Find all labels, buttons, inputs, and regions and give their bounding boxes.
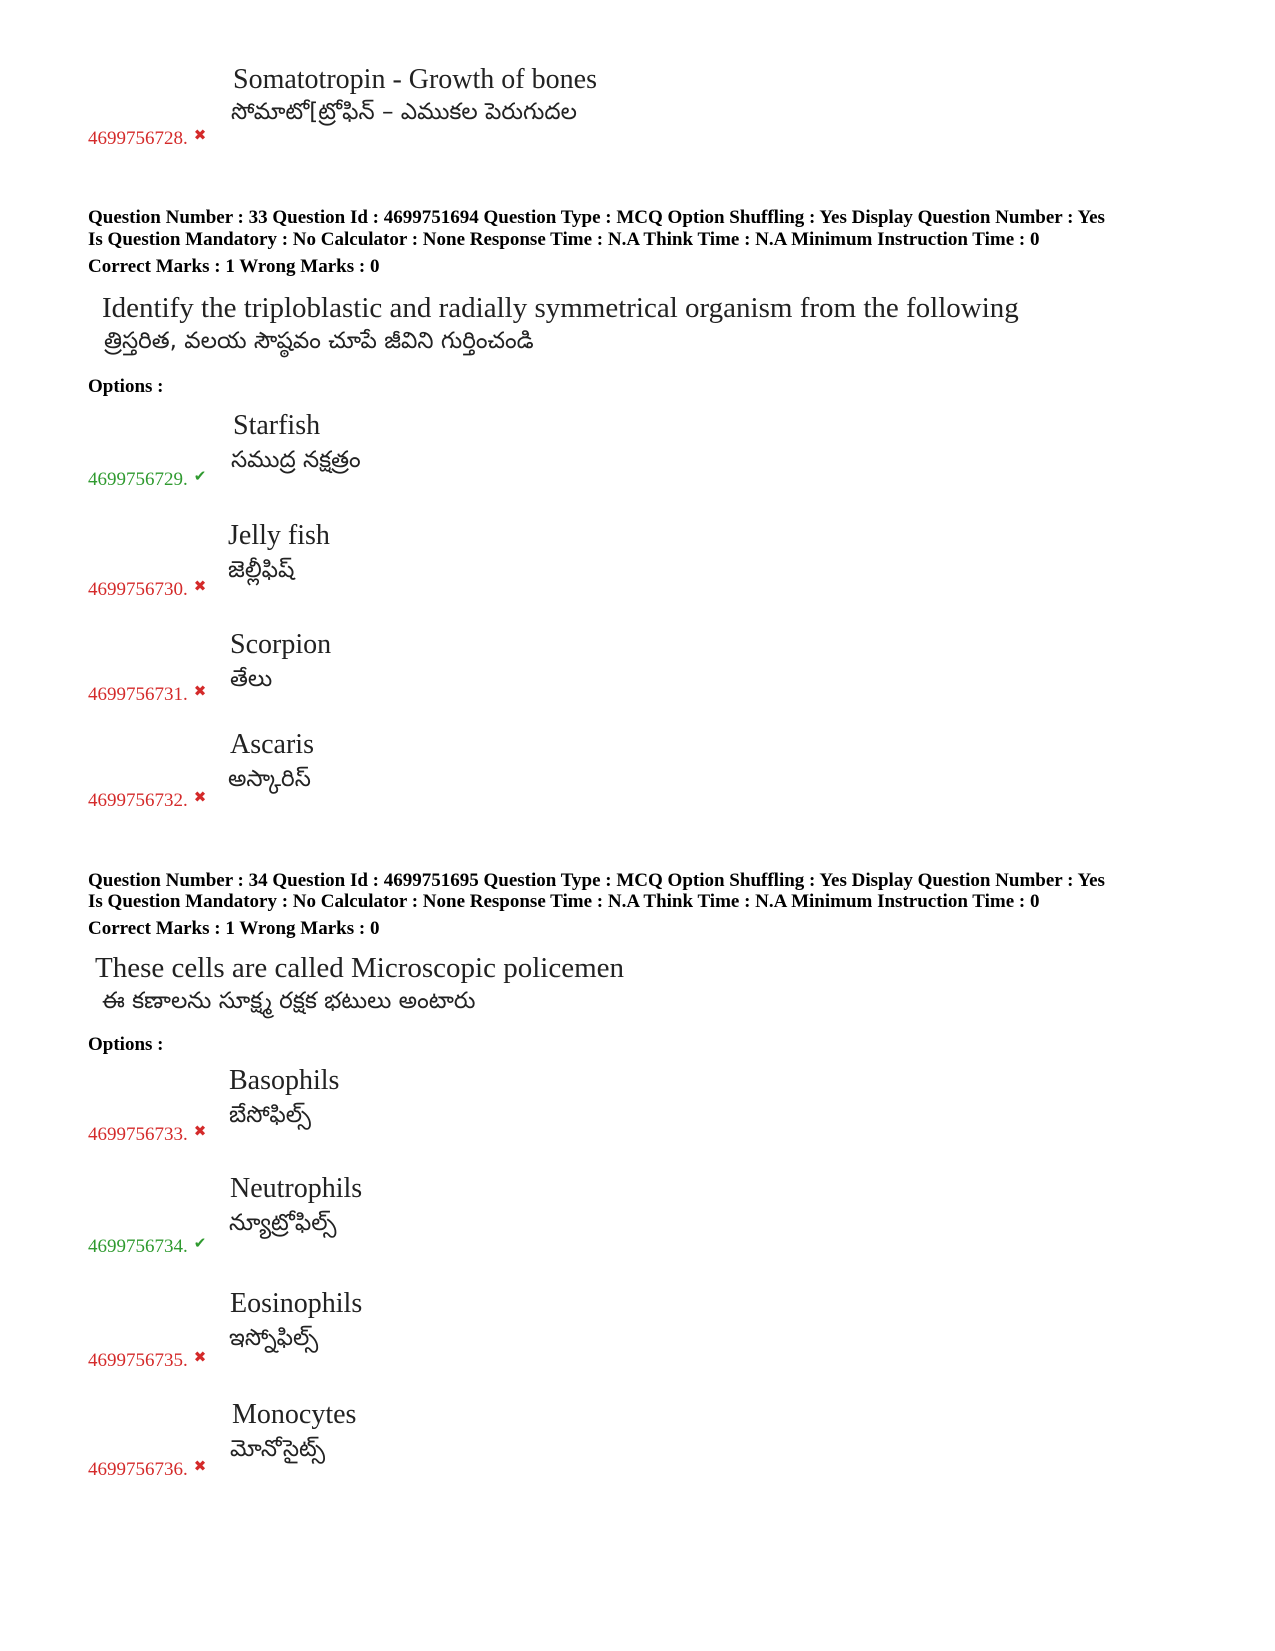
question-meta-line-2: Is Question Mandatory : No Calculator : None Response Time : N.A Think Time : N.A Minimum Instruction Time : 0 (88, 229, 1040, 250)
question-text-en: Identify the triploblastic and radially symmetrical organism from the following (102, 292, 1019, 324)
question-meta-line-1: Question Number : 34 Question Id : 4699751695 Question Type : MCQ Option Shuffling : Yes Display Question Number : Yes (88, 870, 1105, 891)
option-id: 4699756732. (88, 790, 188, 811)
question-text-te: త్రిస్తరిత, వలయ సౌష్ఠవం చూపే జీవిని గుర్తించండి (104, 328, 534, 354)
option-text-en: Basophils (229, 1065, 340, 1096)
option-text-en: Monocytes (232, 1399, 357, 1430)
option-text-en: Jelly fish (228, 520, 330, 551)
option-text-en: Neutrophils (230, 1173, 363, 1204)
question-meta-line-2: Is Question Mandatory : No Calculator : None Response Time : N.A Think Time : N.A Minimum Instruction Time : 0 (88, 891, 1040, 912)
option-id: 4699756730. (88, 579, 188, 600)
option-text-en: Scorpion (230, 629, 332, 660)
option-text-te: బేసోఫిల్స్ (229, 1102, 311, 1128)
option-text-te: జెల్లీఫిష్ (228, 557, 295, 583)
option-id: 4699756733. (88, 1124, 188, 1145)
cross-icon: ✖ (193, 684, 207, 700)
option-text-te: ఇస్నోఫిల్స్ (229, 1325, 319, 1351)
option-text-te: అస్కారిస్ (228, 766, 311, 792)
option-id-correct (88, 466, 206, 491)
option-id-wrong (88, 1456, 206, 1481)
option-id: 4699756735. (88, 1350, 188, 1371)
options-label: Options : (88, 376, 164, 397)
option-text-te: సోమాటో[ట్రోఫిన్ – ఎముకల పెరుగుదల (231, 99, 577, 125)
question-text-en: These cells are called Microscopic policemen (95, 952, 625, 984)
question-marks: Correct Marks : 1 Wrong Marks : 0 (88, 256, 380, 277)
option-id: 4699756731. (88, 684, 188, 705)
option-text-en: Eosinophils (230, 1288, 363, 1319)
option-text-en: Ascaris (230, 729, 314, 760)
option-id-wrong (88, 576, 206, 601)
question-text-te: ఈ కణాలను సూక్ష్మ రక్షక భటులు అంటారు (102, 988, 476, 1014)
option-id: 4699756736. (88, 1459, 188, 1480)
cross-icon: ✖ (193, 790, 207, 806)
option-id-wrong (88, 1121, 206, 1146)
question-meta-line-1: Question Number : 33 Question Id : 4699751694 Question Type : MCQ Option Shuffling : Yes Display Question Number : Yes (88, 207, 1105, 228)
option-text-te: న్యూట్రోఫిల్స్ (229, 1210, 337, 1236)
option-text-te: తేలు (230, 666, 273, 692)
option-id-wrong (88, 1347, 206, 1372)
question-marks: Correct Marks : 1 Wrong Marks : 0 (88, 918, 380, 939)
option-id-wrong (88, 125, 206, 150)
cross-icon: ✖ (193, 1124, 207, 1140)
check-icon: ✔ (193, 1236, 207, 1252)
cross-icon: ✖ (193, 1459, 207, 1475)
option-id-wrong (88, 681, 206, 706)
option-id: 4699756728. (88, 128, 188, 149)
option-text-en: Starfish (233, 410, 321, 441)
cross-icon: ✖ (193, 579, 207, 595)
options-label: Options : (88, 1034, 164, 1055)
option-text-te: సముద్ర నక్షత్రం (231, 447, 361, 473)
option-id: 4699756729. (88, 469, 188, 490)
option-text-en: Somatotropin - Growth of bones (233, 64, 597, 95)
option-id-wrong (88, 787, 206, 812)
cross-icon: ✖ (193, 1350, 207, 1366)
check-icon: ✔ (193, 469, 207, 485)
cross-icon: ✖ (193, 128, 207, 144)
option-id: 4699756734. (88, 1236, 188, 1257)
option-id-correct (88, 1233, 206, 1258)
option-text-te: మోనోసైట్స్ (230, 1436, 326, 1462)
